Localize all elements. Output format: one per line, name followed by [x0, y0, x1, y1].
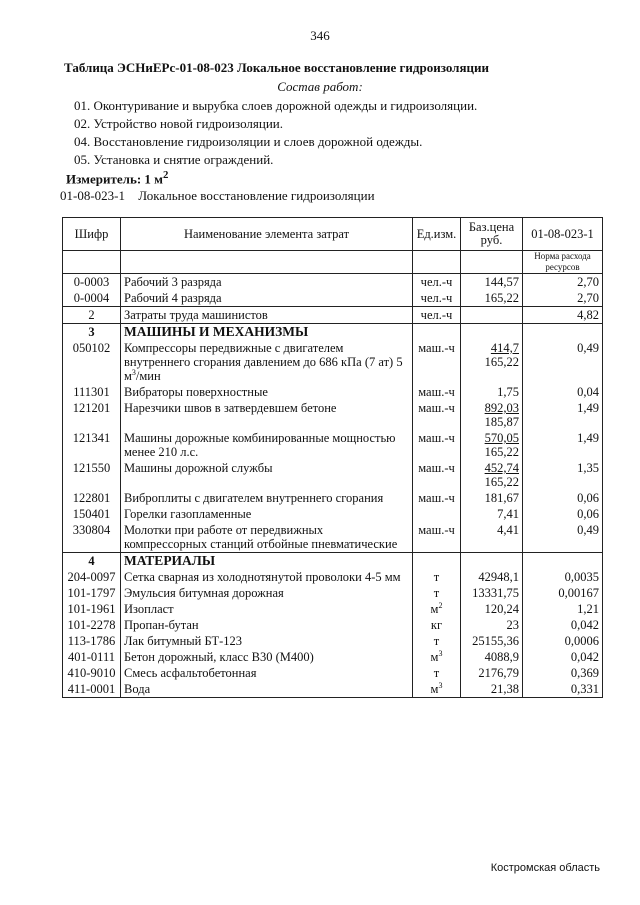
cell-norm: 0,04 — [523, 384, 603, 400]
cell-code: 401-0111 — [63, 649, 121, 665]
cell-unit — [413, 649, 461, 665]
cell-norm — [523, 553, 603, 570]
subtitle-code: 01-08-023-1 — [60, 188, 125, 203]
cell-norm: 0,06 — [523, 490, 603, 506]
cell-norm: 0,49 — [523, 522, 603, 553]
cell-price — [461, 274, 523, 291]
cell-code: 101-1961 — [63, 601, 121, 617]
cell-name-text: Вода — [124, 682, 151, 696]
cell-code: 150401 — [63, 506, 121, 522]
cell-price-value: 2176,79 — [478, 666, 519, 680]
work-item: 02. Устройство новой гидроизоляции. — [74, 116, 284, 131]
cell-unit — [413, 384, 461, 400]
table-row — [63, 617, 603, 633]
cell-name — [121, 430, 413, 460]
cell-price — [461, 553, 523, 570]
cell-code: 113-1786 — [63, 633, 121, 649]
cell-unit-text: м — [430, 650, 439, 664]
cell-norm: 0,00167 — [523, 585, 603, 601]
cell-code: 122801 — [63, 490, 121, 506]
cell-price-value: 4088,9 — [484, 650, 519, 664]
table-row — [63, 490, 603, 506]
cell-name-text: Машины дорожной службы — [124, 461, 273, 475]
cell-name — [121, 274, 413, 291]
cell-unit-exponent: 2 — [438, 600, 443, 610]
cell-norm: 1,49 — [523, 400, 603, 430]
cell-unit — [413, 601, 461, 617]
table-row — [63, 340, 603, 384]
cell-price — [461, 681, 523, 698]
cell-code: 121201 — [63, 400, 121, 430]
cell-name — [121, 601, 413, 617]
cell-price-value: 414,7 — [490, 341, 519, 355]
cell-name — [121, 460, 413, 490]
cell-unit — [413, 460, 461, 490]
cell-price-value: 1,75 — [497, 385, 519, 399]
cell-name-text: Лак битумный БТ-123 — [124, 634, 243, 648]
meter-value: 1 м — [144, 171, 164, 187]
cell-name — [121, 649, 413, 665]
cell-code: 330804 — [63, 522, 121, 553]
cell-name-text: Рабочий 4 разряда — [124, 291, 222, 305]
cell-name — [121, 633, 413, 649]
cell-unit-text: маш.-ч — [418, 341, 455, 355]
cell-code: 050102 — [63, 340, 121, 384]
table-row — [63, 681, 603, 698]
cell-unit-text: чел.-ч — [420, 308, 453, 322]
cell-unit — [413, 506, 461, 522]
cell-unit-text: маш.-ч — [418, 385, 455, 399]
cell-code: 111301 — [63, 384, 121, 400]
cell-price — [461, 460, 523, 490]
cell-norm: 0,49 — [523, 340, 603, 384]
cell-unit — [413, 430, 461, 460]
cell-code: 101-2278 — [63, 617, 121, 633]
cell-unit — [413, 340, 461, 384]
cell-unit — [413, 617, 461, 633]
cell-price-value: 165,22 — [484, 291, 519, 305]
cell-name-text: Горелки газопламенные — [124, 507, 252, 521]
header-unit: Ед.изм. — [413, 218, 461, 251]
cell-unit — [413, 290, 461, 307]
cell-price-value: 13331,75 — [472, 586, 519, 600]
cell-norm: 4,82 — [523, 307, 603, 324]
table-body — [63, 251, 603, 698]
cell-name-text: Бетон дорожный, класс В30 (М400) — [124, 650, 314, 664]
cell-norm: 0,042 — [523, 649, 603, 665]
table-row — [63, 400, 603, 430]
table-row — [63, 585, 603, 601]
cell-unit — [413, 324, 461, 341]
cell-code: 2 — [63, 307, 121, 324]
cell-price-secondary: 165,22 — [484, 475, 519, 489]
cell-price-value: 181,67 — [484, 491, 519, 505]
cell-name-text: Вибраторы поверхностные — [124, 385, 268, 399]
cell-price-value: 23 — [506, 618, 519, 632]
cell-price-secondary: 165,22 — [484, 445, 519, 459]
cell-name-text: Затраты труда машинистов — [124, 308, 268, 322]
cell-code: 411-0001 — [63, 681, 121, 698]
table-row — [63, 633, 603, 649]
table-row — [63, 460, 603, 490]
table-row — [63, 307, 603, 324]
table-row — [63, 601, 603, 617]
table-row — [63, 506, 603, 522]
cell-unit-text: м — [430, 682, 439, 696]
cell-price-secondary: 165,22 — [484, 355, 519, 369]
cell-unit-text: маш.-ч — [418, 523, 455, 537]
cell-name — [121, 681, 413, 698]
cell-name — [121, 307, 413, 324]
cell-unit-text: м — [430, 602, 439, 616]
cell-price — [461, 400, 523, 430]
cell-name-text: МАШИНЫ И МЕХАНИЗМЫ — [124, 324, 309, 339]
cell-unit-text: маш.-ч — [418, 401, 455, 415]
cell-name — [121, 617, 413, 633]
cell-unit-text: кг — [430, 618, 443, 632]
work-item: 04. Восстановление гидроизоляции и слоев дорожной одежды. — [74, 134, 423, 149]
cell-price — [461, 307, 523, 324]
cell-norm: 0,0006 — [523, 633, 603, 649]
cell-name-text: Рабочий 3 разряда — [124, 275, 222, 289]
table-row — [63, 665, 603, 681]
cell-price — [461, 506, 523, 522]
cell-price-value: 120,24 — [484, 602, 519, 616]
cell-unit-text: чел.-ч — [420, 291, 453, 305]
cell-name-text: Сетка сварная из холоднотянутой проволоки 4-5 мм — [124, 570, 401, 584]
cell-price-value: 452,74 — [484, 461, 519, 475]
cell-price — [461, 665, 523, 681]
cell-unit-text: т — [433, 634, 440, 648]
cell-unit-text: маш.-ч — [418, 491, 455, 505]
cell-price — [461, 601, 523, 617]
cell-unit — [413, 681, 461, 698]
cell-unit — [413, 307, 461, 324]
cell-unit-text: маш.-ч — [418, 461, 455, 475]
cell-unit-text: т — [433, 586, 440, 600]
cell-norm: 2,70 — [523, 290, 603, 307]
cell-price-value: 892,03 — [484, 401, 519, 415]
header-name: Наименование элемента затрат — [121, 218, 413, 251]
cell-name — [121, 290, 413, 307]
cell-name-exponent: 3 — [131, 367, 136, 377]
work-item: 01. Оконтуривание и вырубка слоев дорожной одежды и гидроизоляции. — [74, 98, 478, 113]
cell-name-text: Молотки при работе от передвижных компрессорных станций отбойные пневматические — [124, 523, 398, 551]
cell-price — [461, 585, 523, 601]
cell-price-value: 144,57 — [484, 275, 519, 289]
header-code: Шифр — [63, 218, 121, 251]
cell-code: 0-0003 — [63, 274, 121, 291]
work-items-list — [74, 97, 477, 169]
cell-norm: 0,06 — [523, 506, 603, 522]
cell-price — [461, 490, 523, 506]
cell-norm: 0,331 — [523, 681, 603, 698]
cell-name — [121, 665, 413, 681]
cell-norm: 2,70 — [523, 274, 603, 291]
cell-name — [121, 506, 413, 522]
norm-subheader-row — [63, 251, 603, 274]
cell-norm: 1,35 — [523, 460, 603, 490]
table-row — [63, 649, 603, 665]
cell-unit-text: маш.-ч — [418, 431, 455, 445]
cell-price-value: 4,41 — [497, 523, 519, 537]
meter-label: Измеритель: — [66, 171, 142, 187]
header-price: Баз.цена руб. — [461, 218, 523, 251]
work-item: 05. Установка и снятие ограждений. — [74, 152, 274, 167]
page-number: 346 — [310, 28, 330, 43]
cell-name-text: Нарезчики швов в затвердевшем бетоне — [124, 401, 337, 415]
cell-code: 121550 — [63, 460, 121, 490]
meter — [66, 169, 168, 187]
cell-name-tail: /мин — [135, 369, 161, 383]
cell-name-text: МАТЕРИАЛЫ — [124, 553, 216, 568]
cell-unit — [413, 665, 461, 681]
cell-norm: 0,0035 — [523, 569, 603, 585]
subtitle-text: Локальное восстановление гидроизоляции — [138, 188, 375, 203]
region-label: Костромская область — [490, 862, 600, 874]
subtitle — [60, 188, 375, 204]
cell-price-secondary: 185,87 — [484, 415, 519, 429]
cell-unit-text: чел.-ч — [420, 275, 453, 289]
cell-name-text: Изопласт — [124, 602, 174, 616]
cell-price — [461, 290, 523, 307]
cell-name — [121, 384, 413, 400]
cell-price — [461, 522, 523, 553]
cell-price-value: 25155,36 — [472, 634, 519, 648]
section-row — [63, 324, 603, 341]
norms-table — [62, 217, 603, 698]
cell-price — [461, 340, 523, 384]
cell-code: 4 — [63, 553, 121, 570]
cell-price-value: 42948,1 — [478, 570, 519, 584]
cell-name-text: Компрессоры передвижные с двигателем внутреннего сгорания давлением до 686 кПа (7 ат) 5 м — [124, 341, 403, 383]
cell-name — [121, 400, 413, 430]
header-norm: 01-08-023-1 — [523, 218, 603, 251]
cell-unit-exponent: 3 — [438, 648, 443, 658]
cell-unit — [413, 585, 461, 601]
table-row — [63, 522, 603, 553]
cell-name — [121, 522, 413, 553]
cell-price — [461, 633, 523, 649]
cell-unit — [413, 490, 461, 506]
cell-price — [461, 569, 523, 585]
cell-unit-exponent: 3 — [438, 680, 443, 690]
cell-unit — [413, 522, 461, 553]
meter-exponent: 2 — [163, 169, 169, 181]
cell-unit — [413, 569, 461, 585]
cell-unit — [413, 274, 461, 291]
cell-code: 410-9010 — [63, 665, 121, 681]
cell-code: 121341 — [63, 430, 121, 460]
cell-norm: 0,042 — [523, 617, 603, 633]
cell-price-value: 570,05 — [484, 431, 519, 445]
cell-name-text: Машины дорожные комбинированные мощностью менее 210 л.с. — [124, 431, 396, 459]
table-row — [63, 274, 603, 291]
cell-code: 101-1797 — [63, 585, 121, 601]
cell-name — [121, 553, 413, 570]
table-row — [63, 384, 603, 400]
cell-name-text: Виброплиты с двигателем внутреннего сгорания — [124, 491, 384, 505]
work-composition-heading: Состав работ: — [277, 79, 363, 94]
cell-code: 204-0097 — [63, 569, 121, 585]
section-row — [63, 553, 603, 570]
cell-norm: 1,49 — [523, 430, 603, 460]
cell-price-value: 7,41 — [497, 507, 519, 521]
cell-unit-text: т — [433, 666, 440, 680]
cell-name — [121, 585, 413, 601]
cell-norm: 1,21 — [523, 601, 603, 617]
cell-name-text: Смесь асфальтобетонная — [124, 666, 257, 680]
cell-name — [121, 490, 413, 506]
cell-price — [461, 617, 523, 633]
norm-subheader: Норма расхода ресурсов — [523, 251, 603, 274]
cell-price — [461, 324, 523, 341]
cell-unit-text: т — [433, 570, 440, 584]
cell-code: 3 — [63, 324, 121, 341]
cell-name-text: Пропан-бутан — [124, 618, 199, 632]
cell-unit — [413, 400, 461, 430]
cell-price — [461, 384, 523, 400]
cell-price — [461, 649, 523, 665]
cell-name-text: Эмульсия битумная дорожная — [124, 586, 284, 600]
cell-price-value: 21,38 — [490, 682, 519, 696]
table-row — [63, 290, 603, 307]
cell-norm: 0,369 — [523, 665, 603, 681]
cell-name — [121, 569, 413, 585]
table-row — [63, 430, 603, 460]
cell-code: 0-0004 — [63, 290, 121, 307]
cell-name — [121, 340, 413, 384]
cell-name — [121, 324, 413, 341]
table-row — [63, 569, 603, 585]
cell-unit — [413, 633, 461, 649]
table-header-row — [63, 218, 603, 251]
cell-price — [461, 430, 523, 460]
cell-unit — [413, 553, 461, 570]
table-title: Таблица ЭСНиЕРс-01-08-023 Локальное восстановление гидроизоляции — [64, 60, 489, 75]
cell-norm — [523, 324, 603, 341]
